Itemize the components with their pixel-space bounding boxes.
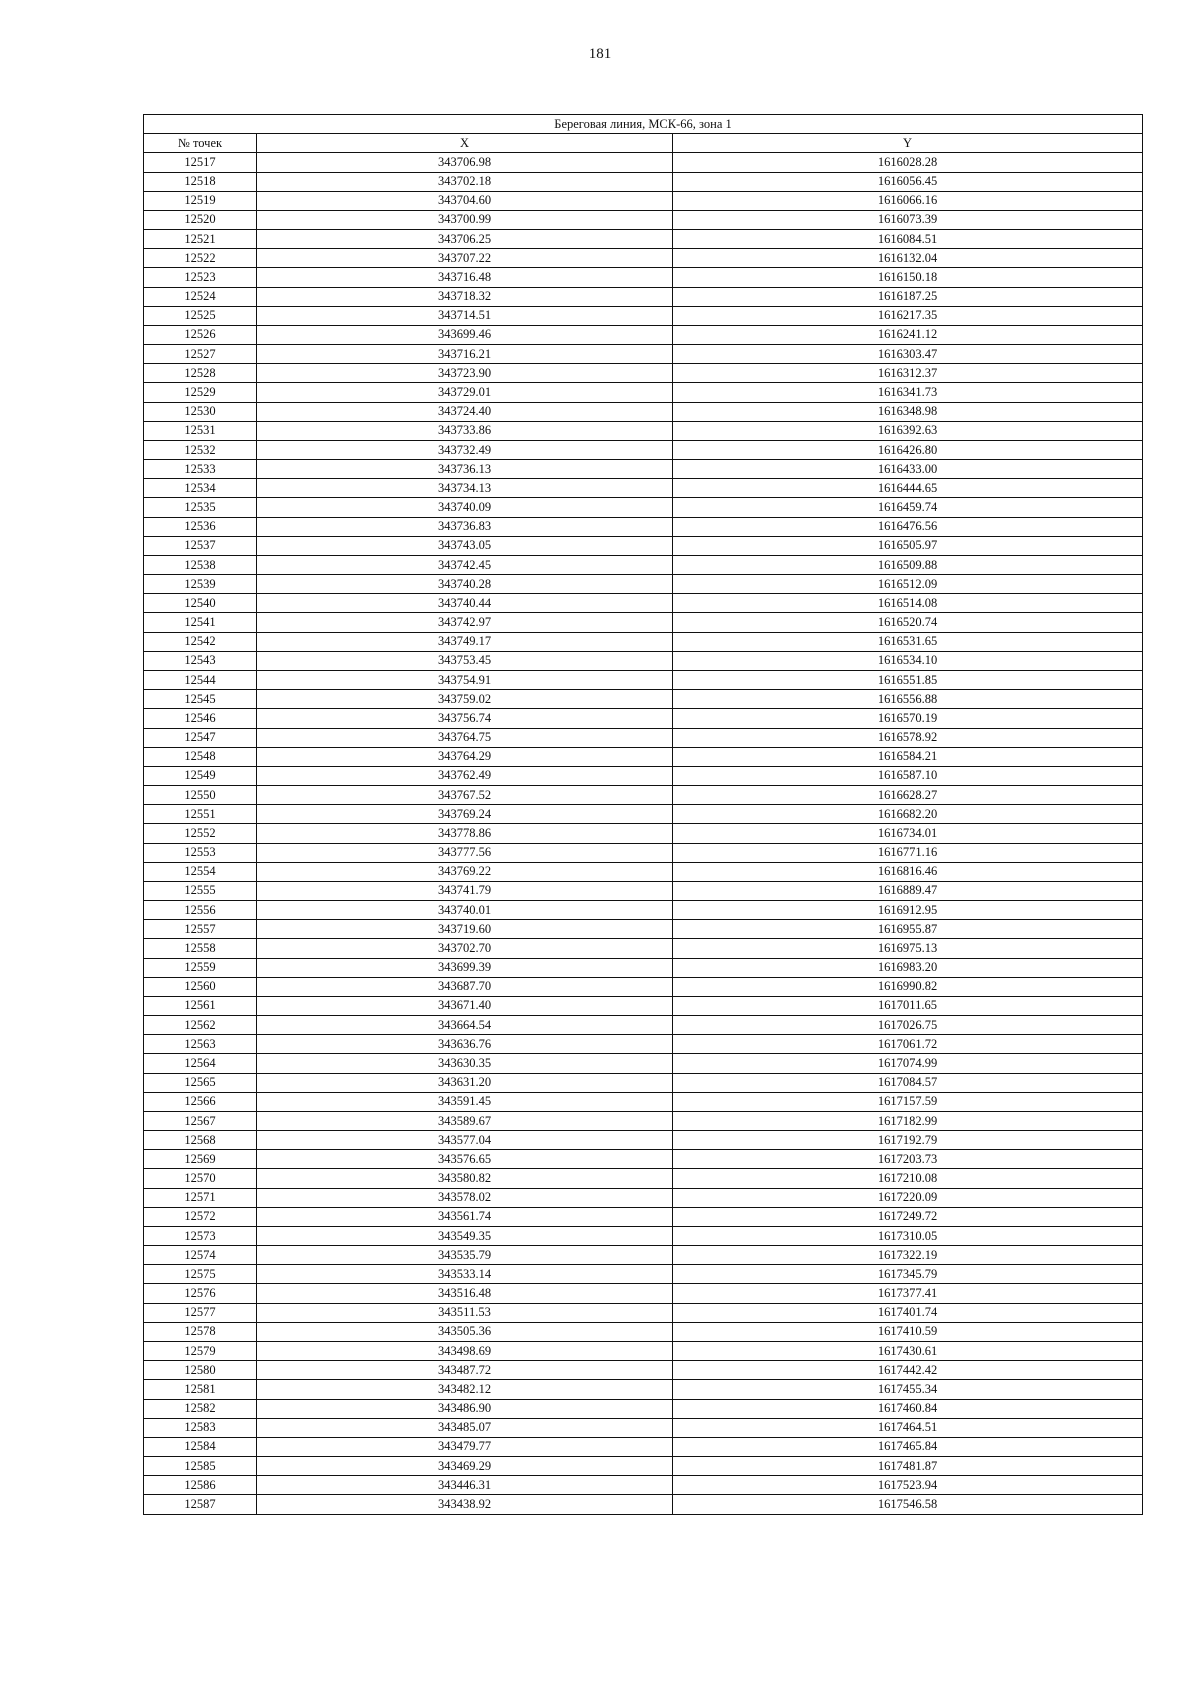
table-row — [144, 901, 1143, 920]
table-row — [144, 575, 1143, 594]
cell-y: 1616303.47 — [673, 345, 1143, 364]
cell-x: 343742.97 — [257, 613, 673, 632]
cell-point-number: 12536 — [144, 517, 257, 536]
cell-point-number: 12535 — [144, 498, 257, 517]
table-row — [144, 1418, 1143, 1437]
cell-point-number: 12584 — [144, 1437, 257, 1456]
cell-x: 343516.48 — [257, 1284, 673, 1303]
cell-x: 343671.40 — [257, 996, 673, 1015]
cell-y: 1616628.27 — [673, 786, 1143, 805]
cell-point-number: 12531 — [144, 421, 257, 440]
cell-y: 1616187.25 — [673, 287, 1143, 306]
cell-point-number: 12561 — [144, 996, 257, 1015]
cell-point-number: 12585 — [144, 1457, 257, 1476]
cell-point-number: 12574 — [144, 1246, 257, 1265]
cell-y: 1617310.05 — [673, 1226, 1143, 1245]
cell-y: 1617322.19 — [673, 1246, 1143, 1265]
table-row — [144, 747, 1143, 766]
cell-point-number: 12578 — [144, 1322, 257, 1341]
cell-y: 1616512.09 — [673, 575, 1143, 594]
cell-point-number: 12518 — [144, 172, 257, 191]
cell-point-number: 12528 — [144, 364, 257, 383]
cell-y: 1617026.75 — [673, 1016, 1143, 1035]
table-row — [144, 268, 1143, 287]
table-row — [144, 230, 1143, 249]
column-header-y: Y — [673, 134, 1143, 153]
column-header-x: X — [257, 134, 673, 153]
cell-y: 1616150.18 — [673, 268, 1143, 287]
cell-y: 1617182.99 — [673, 1111, 1143, 1130]
cell-point-number: 12551 — [144, 805, 257, 824]
cell-x: 343482.12 — [257, 1380, 673, 1399]
table-row — [144, 1495, 1143, 1514]
cell-point-number: 12576 — [144, 1284, 257, 1303]
table-row — [144, 1150, 1143, 1169]
cell-y: 1617455.34 — [673, 1380, 1143, 1399]
cell-x: 343749.17 — [257, 632, 673, 651]
table-row — [144, 1073, 1143, 1092]
cell-x: 343729.01 — [257, 383, 673, 402]
cell-x: 343636.76 — [257, 1035, 673, 1054]
cell-point-number: 12566 — [144, 1092, 257, 1111]
table-row — [144, 977, 1143, 996]
cell-x: 343743.05 — [257, 536, 673, 555]
table-row — [144, 1437, 1143, 1456]
cell-y: 1617192.79 — [673, 1131, 1143, 1150]
table-row — [144, 1207, 1143, 1226]
cell-point-number: 12552 — [144, 824, 257, 843]
cell-point-number: 12559 — [144, 958, 257, 977]
cell-y: 1616912.95 — [673, 901, 1143, 920]
cell-point-number: 12554 — [144, 862, 257, 881]
cell-x: 343756.74 — [257, 709, 673, 728]
cell-x: 343777.56 — [257, 843, 673, 862]
cell-y: 1616241.12 — [673, 325, 1143, 344]
cell-point-number: 12564 — [144, 1054, 257, 1073]
cell-x: 343479.77 — [257, 1437, 673, 1456]
cell-x: 343740.28 — [257, 575, 673, 594]
cell-x: 343469.29 — [257, 1457, 673, 1476]
cell-point-number: 12568 — [144, 1131, 257, 1150]
cell-x: 343724.40 — [257, 402, 673, 421]
cell-x: 343767.52 — [257, 786, 673, 805]
cell-x: 343769.24 — [257, 805, 673, 824]
cell-x: 343740.44 — [257, 594, 673, 613]
cell-x: 343742.45 — [257, 555, 673, 574]
table-row — [144, 1035, 1143, 1054]
table-row — [144, 1016, 1143, 1035]
table-row — [144, 402, 1143, 421]
cell-y: 1616444.65 — [673, 479, 1143, 498]
cell-y: 1616426.80 — [673, 440, 1143, 459]
table-row — [144, 843, 1143, 862]
table-row — [144, 709, 1143, 728]
cell-x: 343561.74 — [257, 1207, 673, 1226]
cell-point-number: 12538 — [144, 555, 257, 574]
cell-x: 343577.04 — [257, 1131, 673, 1150]
table-row — [144, 690, 1143, 709]
table-row — [144, 517, 1143, 536]
cell-y: 1616056.45 — [673, 172, 1143, 191]
table-row — [144, 1226, 1143, 1245]
table-row — [144, 613, 1143, 632]
table-row — [144, 632, 1143, 651]
table-row — [144, 345, 1143, 364]
cell-x: 343630.35 — [257, 1054, 673, 1073]
cell-y: 1617377.41 — [673, 1284, 1143, 1303]
table-row — [144, 498, 1143, 517]
table-row — [144, 1092, 1143, 1111]
table-row — [144, 805, 1143, 824]
cell-y: 1616570.19 — [673, 709, 1143, 728]
cell-y: 1616084.51 — [673, 230, 1143, 249]
cell-y: 1616578.92 — [673, 728, 1143, 747]
table-row — [144, 460, 1143, 479]
cell-y: 1616734.01 — [673, 824, 1143, 843]
cell-y: 1616816.46 — [673, 862, 1143, 881]
cell-point-number: 12547 — [144, 728, 257, 747]
cell-x: 343714.51 — [257, 306, 673, 325]
cell-point-number: 12548 — [144, 747, 257, 766]
cell-x: 343741.79 — [257, 881, 673, 900]
table-row — [144, 1054, 1143, 1073]
cell-point-number: 12525 — [144, 306, 257, 325]
cell-x: 343487.72 — [257, 1361, 673, 1380]
table-row — [144, 939, 1143, 958]
cell-point-number: 12520 — [144, 210, 257, 229]
table-row — [144, 1246, 1143, 1265]
cell-point-number: 12530 — [144, 402, 257, 421]
table-row — [144, 1265, 1143, 1284]
table-row — [144, 479, 1143, 498]
cell-y: 1616341.73 — [673, 383, 1143, 402]
table-row — [144, 383, 1143, 402]
cell-x: 343589.67 — [257, 1111, 673, 1130]
cell-point-number: 12563 — [144, 1035, 257, 1054]
cell-y: 1616476.56 — [673, 517, 1143, 536]
cell-y: 1617430.61 — [673, 1342, 1143, 1361]
cell-x: 343707.22 — [257, 249, 673, 268]
cell-y: 1616514.08 — [673, 594, 1143, 613]
cell-y: 1617481.87 — [673, 1457, 1143, 1476]
cell-point-number: 12555 — [144, 881, 257, 900]
table-title: Береговая линия, МСК-66, зона 1 — [144, 115, 1143, 134]
cell-y: 1616551.85 — [673, 670, 1143, 689]
cell-point-number: 12537 — [144, 536, 257, 555]
table-row — [144, 996, 1143, 1015]
cell-x: 343591.45 — [257, 1092, 673, 1111]
cell-y: 1616433.00 — [673, 460, 1143, 479]
cell-y: 1616587.10 — [673, 766, 1143, 785]
cell-point-number: 12581 — [144, 1380, 257, 1399]
cell-x: 343702.18 — [257, 172, 673, 191]
cell-x: 343549.35 — [257, 1226, 673, 1245]
cell-x: 343664.54 — [257, 1016, 673, 1035]
cell-point-number: 12583 — [144, 1418, 257, 1437]
cell-y: 1616312.37 — [673, 364, 1143, 383]
table-row — [144, 1457, 1143, 1476]
table-row — [144, 728, 1143, 747]
cell-y: 1617210.08 — [673, 1169, 1143, 1188]
cell-y: 1616505.97 — [673, 536, 1143, 555]
table-row — [144, 651, 1143, 670]
cell-x: 343759.02 — [257, 690, 673, 709]
cell-y: 1617203.73 — [673, 1150, 1143, 1169]
cell-x: 343740.01 — [257, 901, 673, 920]
cell-y: 1616889.47 — [673, 881, 1143, 900]
table-row — [144, 786, 1143, 805]
table-row — [144, 555, 1143, 574]
cell-point-number: 12519 — [144, 191, 257, 210]
cell-point-number: 12571 — [144, 1188, 257, 1207]
cell-point-number: 12560 — [144, 977, 257, 996]
cell-x: 343734.13 — [257, 479, 673, 498]
table-row — [144, 249, 1143, 268]
cell-point-number: 12557 — [144, 920, 257, 939]
cell-x: 343700.99 — [257, 210, 673, 229]
cell-x: 343740.09 — [257, 498, 673, 517]
cell-y: 1617074.99 — [673, 1054, 1143, 1073]
cell-x: 343736.13 — [257, 460, 673, 479]
cell-x: 343535.79 — [257, 1246, 673, 1265]
cell-x: 343631.20 — [257, 1073, 673, 1092]
cell-y: 1617249.72 — [673, 1207, 1143, 1226]
cell-x: 343764.75 — [257, 728, 673, 747]
cell-point-number: 12569 — [144, 1150, 257, 1169]
table-row — [144, 364, 1143, 383]
cell-x: 343704.60 — [257, 191, 673, 210]
cell-point-number: 12567 — [144, 1111, 257, 1130]
cell-point-number: 12550 — [144, 786, 257, 805]
cell-point-number: 12543 — [144, 651, 257, 670]
cell-y: 1617442.42 — [673, 1361, 1143, 1380]
cell-point-number: 12575 — [144, 1265, 257, 1284]
cell-y: 1616459.74 — [673, 498, 1143, 517]
cell-y: 1617220.09 — [673, 1188, 1143, 1207]
cell-y: 1616556.88 — [673, 690, 1143, 709]
cell-x: 343687.70 — [257, 977, 673, 996]
table-row — [144, 191, 1143, 210]
table-row — [144, 172, 1143, 191]
table-row — [144, 862, 1143, 881]
cell-x: 343578.02 — [257, 1188, 673, 1207]
cell-y: 1616520.74 — [673, 613, 1143, 632]
cell-point-number: 12521 — [144, 230, 257, 249]
cell-y: 1616990.82 — [673, 977, 1143, 996]
cell-y: 1616073.39 — [673, 210, 1143, 229]
cell-point-number: 12556 — [144, 901, 257, 920]
table-row — [144, 1111, 1143, 1130]
table-row — [144, 958, 1143, 977]
cell-y: 1616534.10 — [673, 651, 1143, 670]
cell-y: 1617410.59 — [673, 1322, 1143, 1341]
cell-x: 343580.82 — [257, 1169, 673, 1188]
cell-point-number: 12549 — [144, 766, 257, 785]
cell-y: 1616348.98 — [673, 402, 1143, 421]
table-row — [144, 1131, 1143, 1150]
cell-point-number: 12532 — [144, 440, 257, 459]
cell-y: 1617465.84 — [673, 1437, 1143, 1456]
table-row — [144, 1284, 1143, 1303]
cell-y: 1617523.94 — [673, 1476, 1143, 1495]
cell-x: 343736.83 — [257, 517, 673, 536]
cell-x: 343576.65 — [257, 1150, 673, 1169]
cell-point-number: 12542 — [144, 632, 257, 651]
cell-y: 1616682.20 — [673, 805, 1143, 824]
coordinates-table — [143, 114, 1143, 1515]
cell-point-number: 12541 — [144, 613, 257, 632]
cell-y: 1617061.72 — [673, 1035, 1143, 1054]
cell-x: 343764.29 — [257, 747, 673, 766]
page-number: 181 — [588, 46, 612, 62]
table-row — [144, 440, 1143, 459]
cell-point-number: 12545 — [144, 690, 257, 709]
cell-point-number: 12565 — [144, 1073, 257, 1092]
cell-x: 343446.31 — [257, 1476, 673, 1495]
cell-y: 1616132.04 — [673, 249, 1143, 268]
cell-x: 343702.70 — [257, 939, 673, 958]
cell-y: 1617546.58 — [673, 1495, 1143, 1514]
cell-x: 343699.46 — [257, 325, 673, 344]
cell-point-number: 12529 — [144, 383, 257, 402]
cell-x: 343498.69 — [257, 1342, 673, 1361]
cell-point-number: 12580 — [144, 1361, 257, 1380]
table-row — [144, 824, 1143, 843]
cell-point-number: 12579 — [144, 1342, 257, 1361]
cell-x: 343533.14 — [257, 1265, 673, 1284]
cell-point-number: 12558 — [144, 939, 257, 958]
cell-x: 343438.92 — [257, 1495, 673, 1514]
cell-y: 1617401.74 — [673, 1303, 1143, 1322]
cell-point-number: 12523 — [144, 268, 257, 287]
cell-x: 343778.86 — [257, 824, 673, 843]
table-row — [144, 1342, 1143, 1361]
cell-point-number: 12553 — [144, 843, 257, 862]
cell-point-number: 12573 — [144, 1226, 257, 1245]
cell-y: 1617464.51 — [673, 1418, 1143, 1437]
cell-x: 343733.86 — [257, 421, 673, 440]
cell-point-number: 12533 — [144, 460, 257, 479]
cell-x: 343718.32 — [257, 287, 673, 306]
cell-point-number: 12544 — [144, 670, 257, 689]
table-row — [144, 153, 1143, 172]
table-row — [144, 920, 1143, 939]
table-row — [144, 536, 1143, 555]
cell-y: 1616217.35 — [673, 306, 1143, 325]
cell-point-number: 12540 — [144, 594, 257, 613]
cell-point-number: 12572 — [144, 1207, 257, 1226]
cell-x: 343706.98 — [257, 153, 673, 172]
cell-y: 1617460.84 — [673, 1399, 1143, 1418]
cell-x: 343511.53 — [257, 1303, 673, 1322]
table-row — [144, 287, 1143, 306]
cell-point-number: 12539 — [144, 575, 257, 594]
table-row — [144, 1303, 1143, 1322]
column-header-point-number: № точек — [144, 134, 257, 153]
table-row — [144, 1188, 1143, 1207]
table-row — [144, 766, 1143, 785]
cell-point-number: 12546 — [144, 709, 257, 728]
cell-y: 1616531.65 — [673, 632, 1143, 651]
cell-y: 1616771.16 — [673, 843, 1143, 862]
cell-y: 1616983.20 — [673, 958, 1143, 977]
cell-y: 1616955.87 — [673, 920, 1143, 939]
table-row — [144, 1399, 1143, 1418]
cell-x: 343769.22 — [257, 862, 673, 881]
cell-x: 343719.60 — [257, 920, 673, 939]
cell-x: 343486.90 — [257, 1399, 673, 1418]
cell-point-number: 12524 — [144, 287, 257, 306]
cell-x: 343754.91 — [257, 670, 673, 689]
table-row — [144, 210, 1143, 229]
cell-y: 1617157.59 — [673, 1092, 1143, 1111]
table-row — [144, 881, 1143, 900]
cell-point-number: 12570 — [144, 1169, 257, 1188]
cell-point-number: 12562 — [144, 1016, 257, 1035]
cell-y: 1616392.63 — [673, 421, 1143, 440]
cell-x: 343732.49 — [257, 440, 673, 459]
table-row — [144, 421, 1143, 440]
table-row — [144, 1169, 1143, 1188]
cell-point-number: 12586 — [144, 1476, 257, 1495]
cell-x: 343723.90 — [257, 364, 673, 383]
table-row — [144, 325, 1143, 344]
cell-point-number: 12517 — [144, 153, 257, 172]
cell-x: 343762.49 — [257, 766, 673, 785]
cell-y: 1616066.16 — [673, 191, 1143, 210]
table-body — [144, 153, 1143, 1514]
cell-y: 1616028.28 — [673, 153, 1143, 172]
table-row — [144, 306, 1143, 325]
cell-point-number: 12522 — [144, 249, 257, 268]
cell-x: 343716.48 — [257, 268, 673, 287]
table-row — [144, 1476, 1143, 1495]
cell-y: 1617345.79 — [673, 1265, 1143, 1284]
table-row — [144, 670, 1143, 689]
cell-x: 343699.39 — [257, 958, 673, 977]
cell-y: 1616509.88 — [673, 555, 1143, 574]
cell-x: 343753.45 — [257, 651, 673, 670]
cell-x: 343485.07 — [257, 1418, 673, 1437]
cell-point-number: 12527 — [144, 345, 257, 364]
cell-y: 1617011.65 — [673, 996, 1143, 1015]
cell-y: 1616975.13 — [673, 939, 1143, 958]
cell-x: 343505.36 — [257, 1322, 673, 1341]
cell-x: 343706.25 — [257, 230, 673, 249]
cell-point-number: 12526 — [144, 325, 257, 344]
cell-y: 1616584.21 — [673, 747, 1143, 766]
table-row — [144, 1380, 1143, 1399]
table-row — [144, 1361, 1143, 1380]
cell-point-number: 12577 — [144, 1303, 257, 1322]
table-row — [144, 1322, 1143, 1341]
cell-y: 1617084.57 — [673, 1073, 1143, 1092]
cell-point-number: 12582 — [144, 1399, 257, 1418]
table-row — [144, 594, 1143, 613]
cell-point-number: 12587 — [144, 1495, 257, 1514]
cell-point-number: 12534 — [144, 479, 257, 498]
cell-x: 343716.21 — [257, 345, 673, 364]
